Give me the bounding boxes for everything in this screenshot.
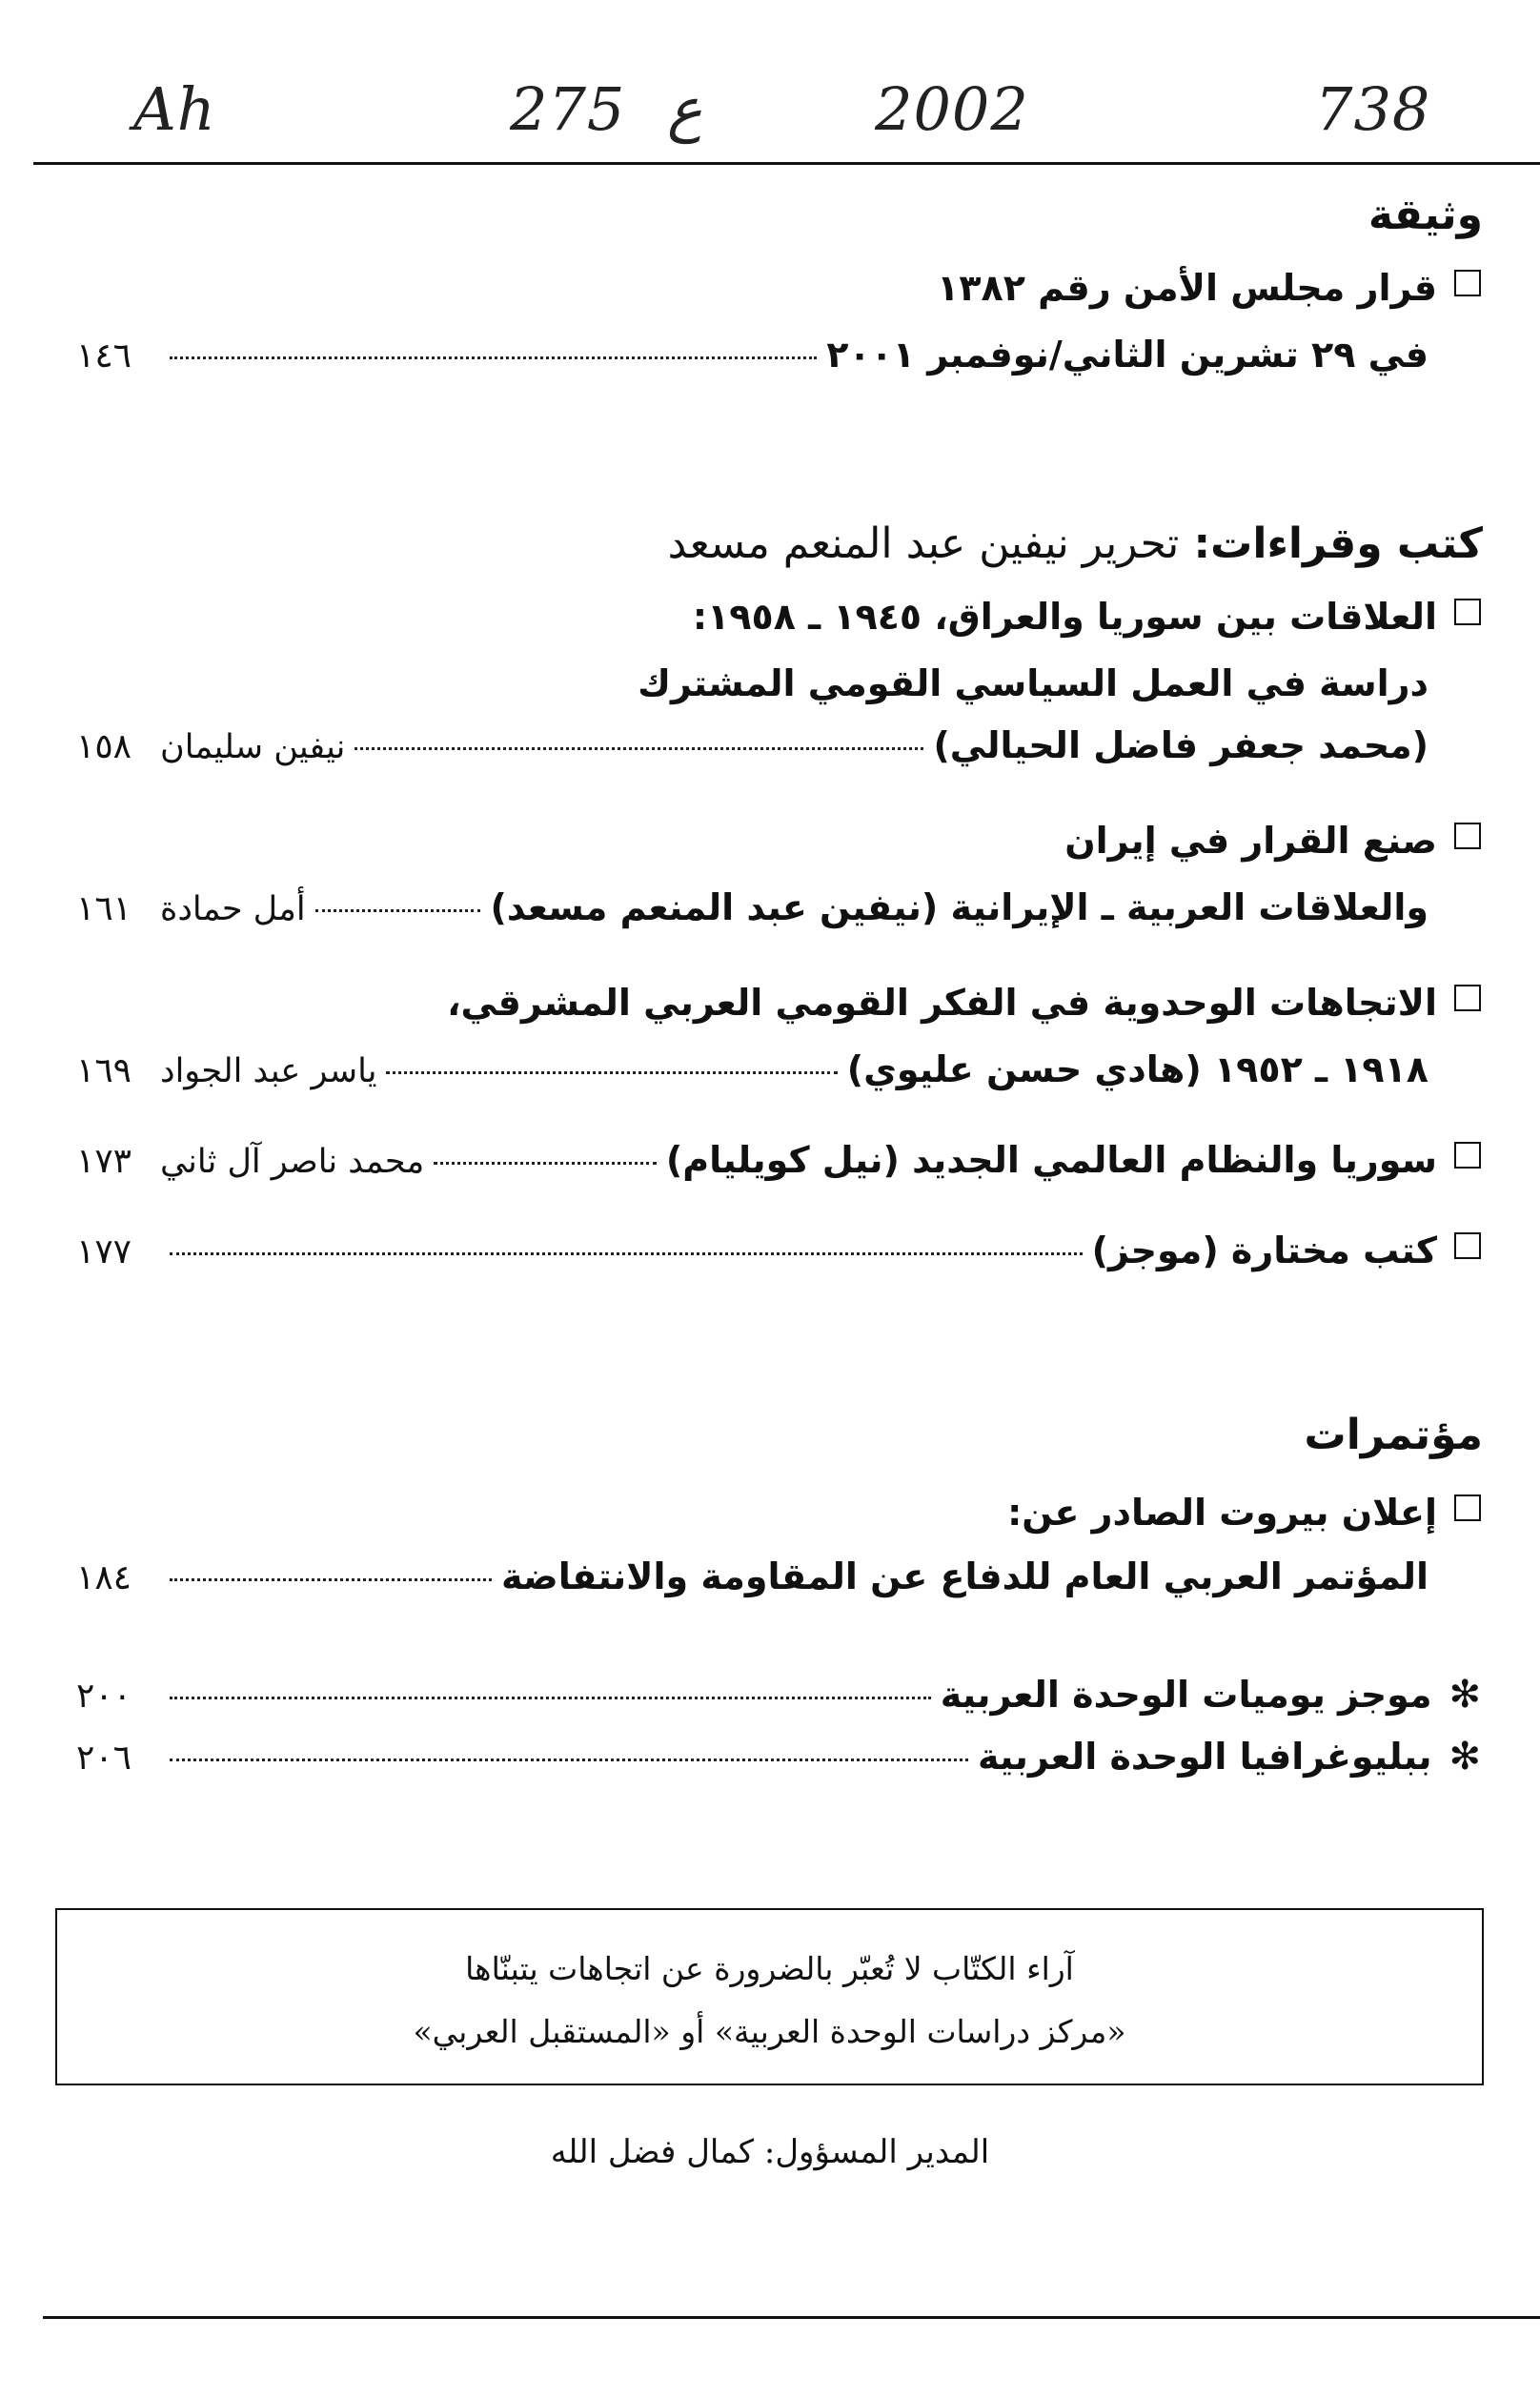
entry-title: (محمد جعفر فاضل الحيالي) — [933, 724, 1429, 766]
disclaimer-line-1: آراء الكتّاب لا تُعبّر بالضرورة عن اتجاهات يتبنّاها — [465, 1950, 1074, 1987]
section-heading-books-title: كتب وقراءات: — [1193, 519, 1483, 568]
toc-entry-iran-line1 — [76, 820, 1481, 862]
page-number: ٢٠٦ — [76, 1738, 132, 1778]
bottom-rule — [43, 2316, 1540, 2319]
asterisk-icon: ✻ — [1449, 1673, 1481, 1717]
dotted-leader — [170, 1252, 1083, 1255]
toc-entry-syria-iraq-line2 — [76, 662, 1429, 704]
page-number: ١٦١ — [76, 889, 132, 928]
handwritten-note-number: 275 — [510, 74, 626, 144]
section-heading-books-editor: تحرير نيفين عبد المنعم مسعد — [667, 519, 1180, 568]
entry-title: صنع القرار في إيران — [1064, 820, 1437, 862]
checkbox-icon — [1454, 1494, 1481, 1521]
toc-entry-syria-iraq-line1 — [76, 596, 1481, 638]
entry-title: في ٢٩ تشرين الثاني/نوفمبر ٢٠٠١ — [826, 334, 1429, 376]
entry-title: سوريا والنظام العالمي الجديد (نيل كويليام) — [665, 1139, 1437, 1181]
entry-title: والعلاقات العربية ـ الإيرانية (نيفين عبد المنعم مسعد) — [490, 886, 1429, 928]
entry-author: ياسر عبد الجواد — [160, 1052, 377, 1090]
toc-entry-unity-trends-line2 — [76, 1048, 1429, 1090]
toc-entry-syria-iraq-line3 — [76, 724, 1429, 766]
toc-entry-syria-new-order — [76, 1139, 1481, 1181]
entry-title: العلاقات بين سوريا والعراق، ١٩٤٥ ـ ١٩٥٨: — [692, 596, 1437, 638]
section-heading-document: وثيقة — [1368, 191, 1483, 239]
entry-title: قرار مجلس الأمن رقم ١٣٨٢ — [937, 267, 1437, 309]
dotted-leader — [170, 1697, 931, 1699]
asterisk-icon: ✻ — [1449, 1735, 1481, 1779]
dotted-leader — [386, 1071, 837, 1074]
toc-entry-unity-trends-line1 — [76, 982, 1481, 1024]
dotted-leader — [355, 747, 923, 750]
page-number: ١٤٦ — [76, 336, 132, 376]
toc-entry-resolution-line2 — [76, 334, 1429, 376]
page-number: ١٥٨ — [76, 727, 132, 766]
editor-in-charge: المدير المسؤول: كمال فضل الله — [550, 2133, 990, 2171]
checkbox-icon — [1454, 823, 1481, 849]
entry-title: الاتجاهات الوحدوية في الفكر القومي العربي المشرقي، — [447, 982, 1437, 1024]
dotted-leader — [434, 1162, 657, 1165]
entry-title: المؤتمر العربي العام للدفاع عن المقاومة والانتفاضة — [501, 1555, 1429, 1597]
entry-author: نيفين سليمان — [160, 728, 346, 766]
entry-title: إعلان بيروت الصادر عن: — [1007, 1492, 1437, 1534]
handwritten-note-letter: ع — [667, 74, 702, 144]
toc-entry-iran-line2 — [76, 886, 1429, 928]
checkbox-icon — [1454, 985, 1481, 1011]
entry-author: محمد ناصر آل ثاني — [160, 1143, 425, 1181]
dotted-leader — [315, 909, 481, 912]
handwritten-note-left: Ah — [133, 74, 216, 144]
disclaimer-box — [55, 1908, 1484, 2085]
entry-title: كتب مختارة (موجز) — [1091, 1230, 1437, 1271]
handwritten-note-right: 738 — [1315, 74, 1431, 144]
toc-entry-beirut-declaration-line2 — [76, 1555, 1429, 1597]
page-number: ١٧٣ — [76, 1142, 132, 1181]
page-number: ١٨٤ — [76, 1558, 132, 1597]
toc-entry-beirut-declaration-line1 — [76, 1492, 1481, 1534]
entry-title: دراسة في العمل السياسي القومي المشترك — [638, 662, 1429, 704]
toc-entry-bibliography — [76, 1735, 1481, 1779]
dotted-leader — [170, 1578, 492, 1581]
checkbox-icon — [1454, 599, 1481, 625]
dotted-leader — [170, 356, 817, 359]
section-heading-conferences: مؤتمرات — [1304, 1411, 1483, 1459]
top-rule — [33, 162, 1540, 165]
page-number: ١٧٧ — [76, 1232, 132, 1271]
checkbox-icon — [1454, 1142, 1481, 1169]
entry-title: ببليوغرافيا الوحدة العربية — [978, 1736, 1432, 1778]
toc-entry-selected-books — [76, 1230, 1481, 1271]
entry-title: ١٩١٨ ـ ١٩٥٢ (هادي حسن عليوي) — [846, 1048, 1429, 1090]
toc-entry-resolution-line1 — [76, 267, 1481, 309]
page-number: ١٦٩ — [76, 1051, 132, 1090]
checkbox-icon — [1454, 270, 1481, 296]
handwritten-note-year: 2002 — [875, 74, 1029, 144]
entry-title: موجز يوميات الوحدة العربية — [940, 1674, 1432, 1716]
disclaimer-line-2: «مركز دراسات الوحدة العربية» أو «المستقبل العربي» — [413, 2013, 1126, 2050]
checkbox-icon — [1454, 1232, 1481, 1259]
dotted-leader — [170, 1759, 968, 1761]
entry-author: أمل حمادة — [160, 890, 306, 928]
section-heading-books — [668, 519, 1483, 568]
toc-entry-unity-diary — [76, 1673, 1481, 1717]
page-number: ٢٠٠ — [76, 1677, 132, 1716]
